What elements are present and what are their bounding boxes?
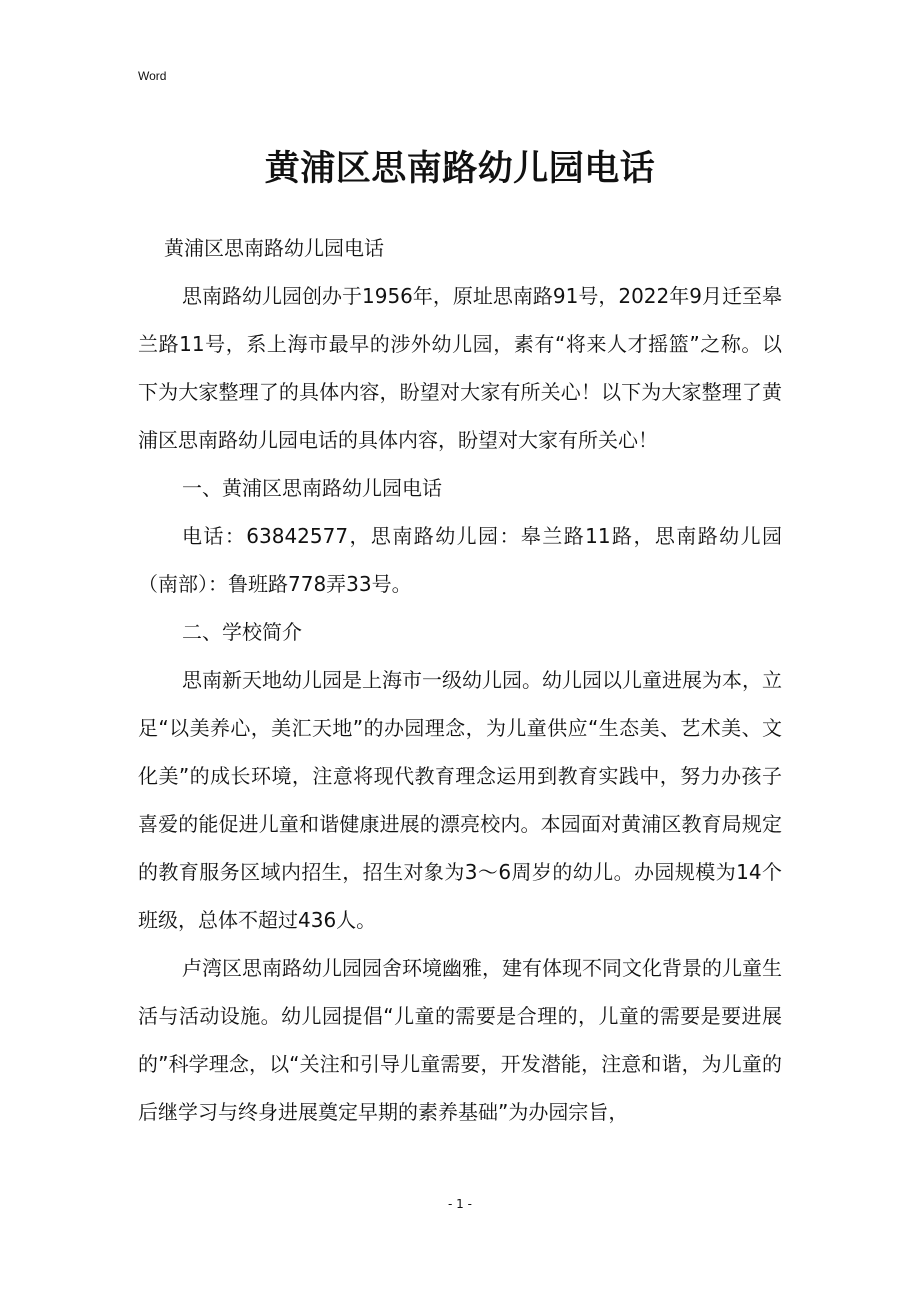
page-number: - 1 - [448,1197,472,1211]
section-heading-phone: 一、黄浦区思南路幼儿园电话 [182,476,442,500]
paragraph-heading: 黄浦区思南路幼儿园电话 [164,236,384,260]
paragraph-school-intro: 思南新天地幼儿园是上海市一级幼儿园。幼儿园以儿童进展为本，立足“以美养心，美汇天地”的办园理念，为儿童供应“生态美、艺术美、文化美”的成长环境，注意将现代教育理念运用到教育实践中，努力办孩子喜爱的能促进儿童和谐健康进展的漂亮校内。本园面对黄浦区教育局规定的教育服务区域内招生，招生对象为3～6周岁的幼儿。办园规模为14个班级，总体不超过436人。 [138,668,782,932]
header-label: Word [138,69,167,83]
paragraph-intro: 思南路幼儿园创办于1956年，原址思南路91号，2022年9月迁至皋兰路11号，系上海市最早的涉外幼儿园，素有“将来人才摇篮”之称。以下为大家整理了的具体内容，盼望对大家有所关心！以下为大家整理了黄浦区思南路幼儿园电话的具体内容，盼望对大家有所关心！ [138,284,782,452]
document-title: 黄浦区思南路幼儿园电话 [264,149,656,189]
section-heading-school: 二、学校简介 [182,620,302,644]
document-body [138,224,782,1136]
paragraph-school-environment: 卢湾区思南路幼儿园园舍环境幽雅，建有体现不同文化背景的儿童生活与活动设施。幼儿园提倡“儿童的需要是合理的，儿童的需要是要进展的”科学理念，以“关注和引导儿童需要，开发潜能，注意和谐，为儿童的后继学习与终身进展奠定早期的素养基础”为办园宗旨， [138,956,782,1124]
paragraph-phone: 电话：63842577，思南路幼儿园：皋兰路11路，思南路幼儿园（南部）：鲁班路778弄33号。 [138,524,782,596]
